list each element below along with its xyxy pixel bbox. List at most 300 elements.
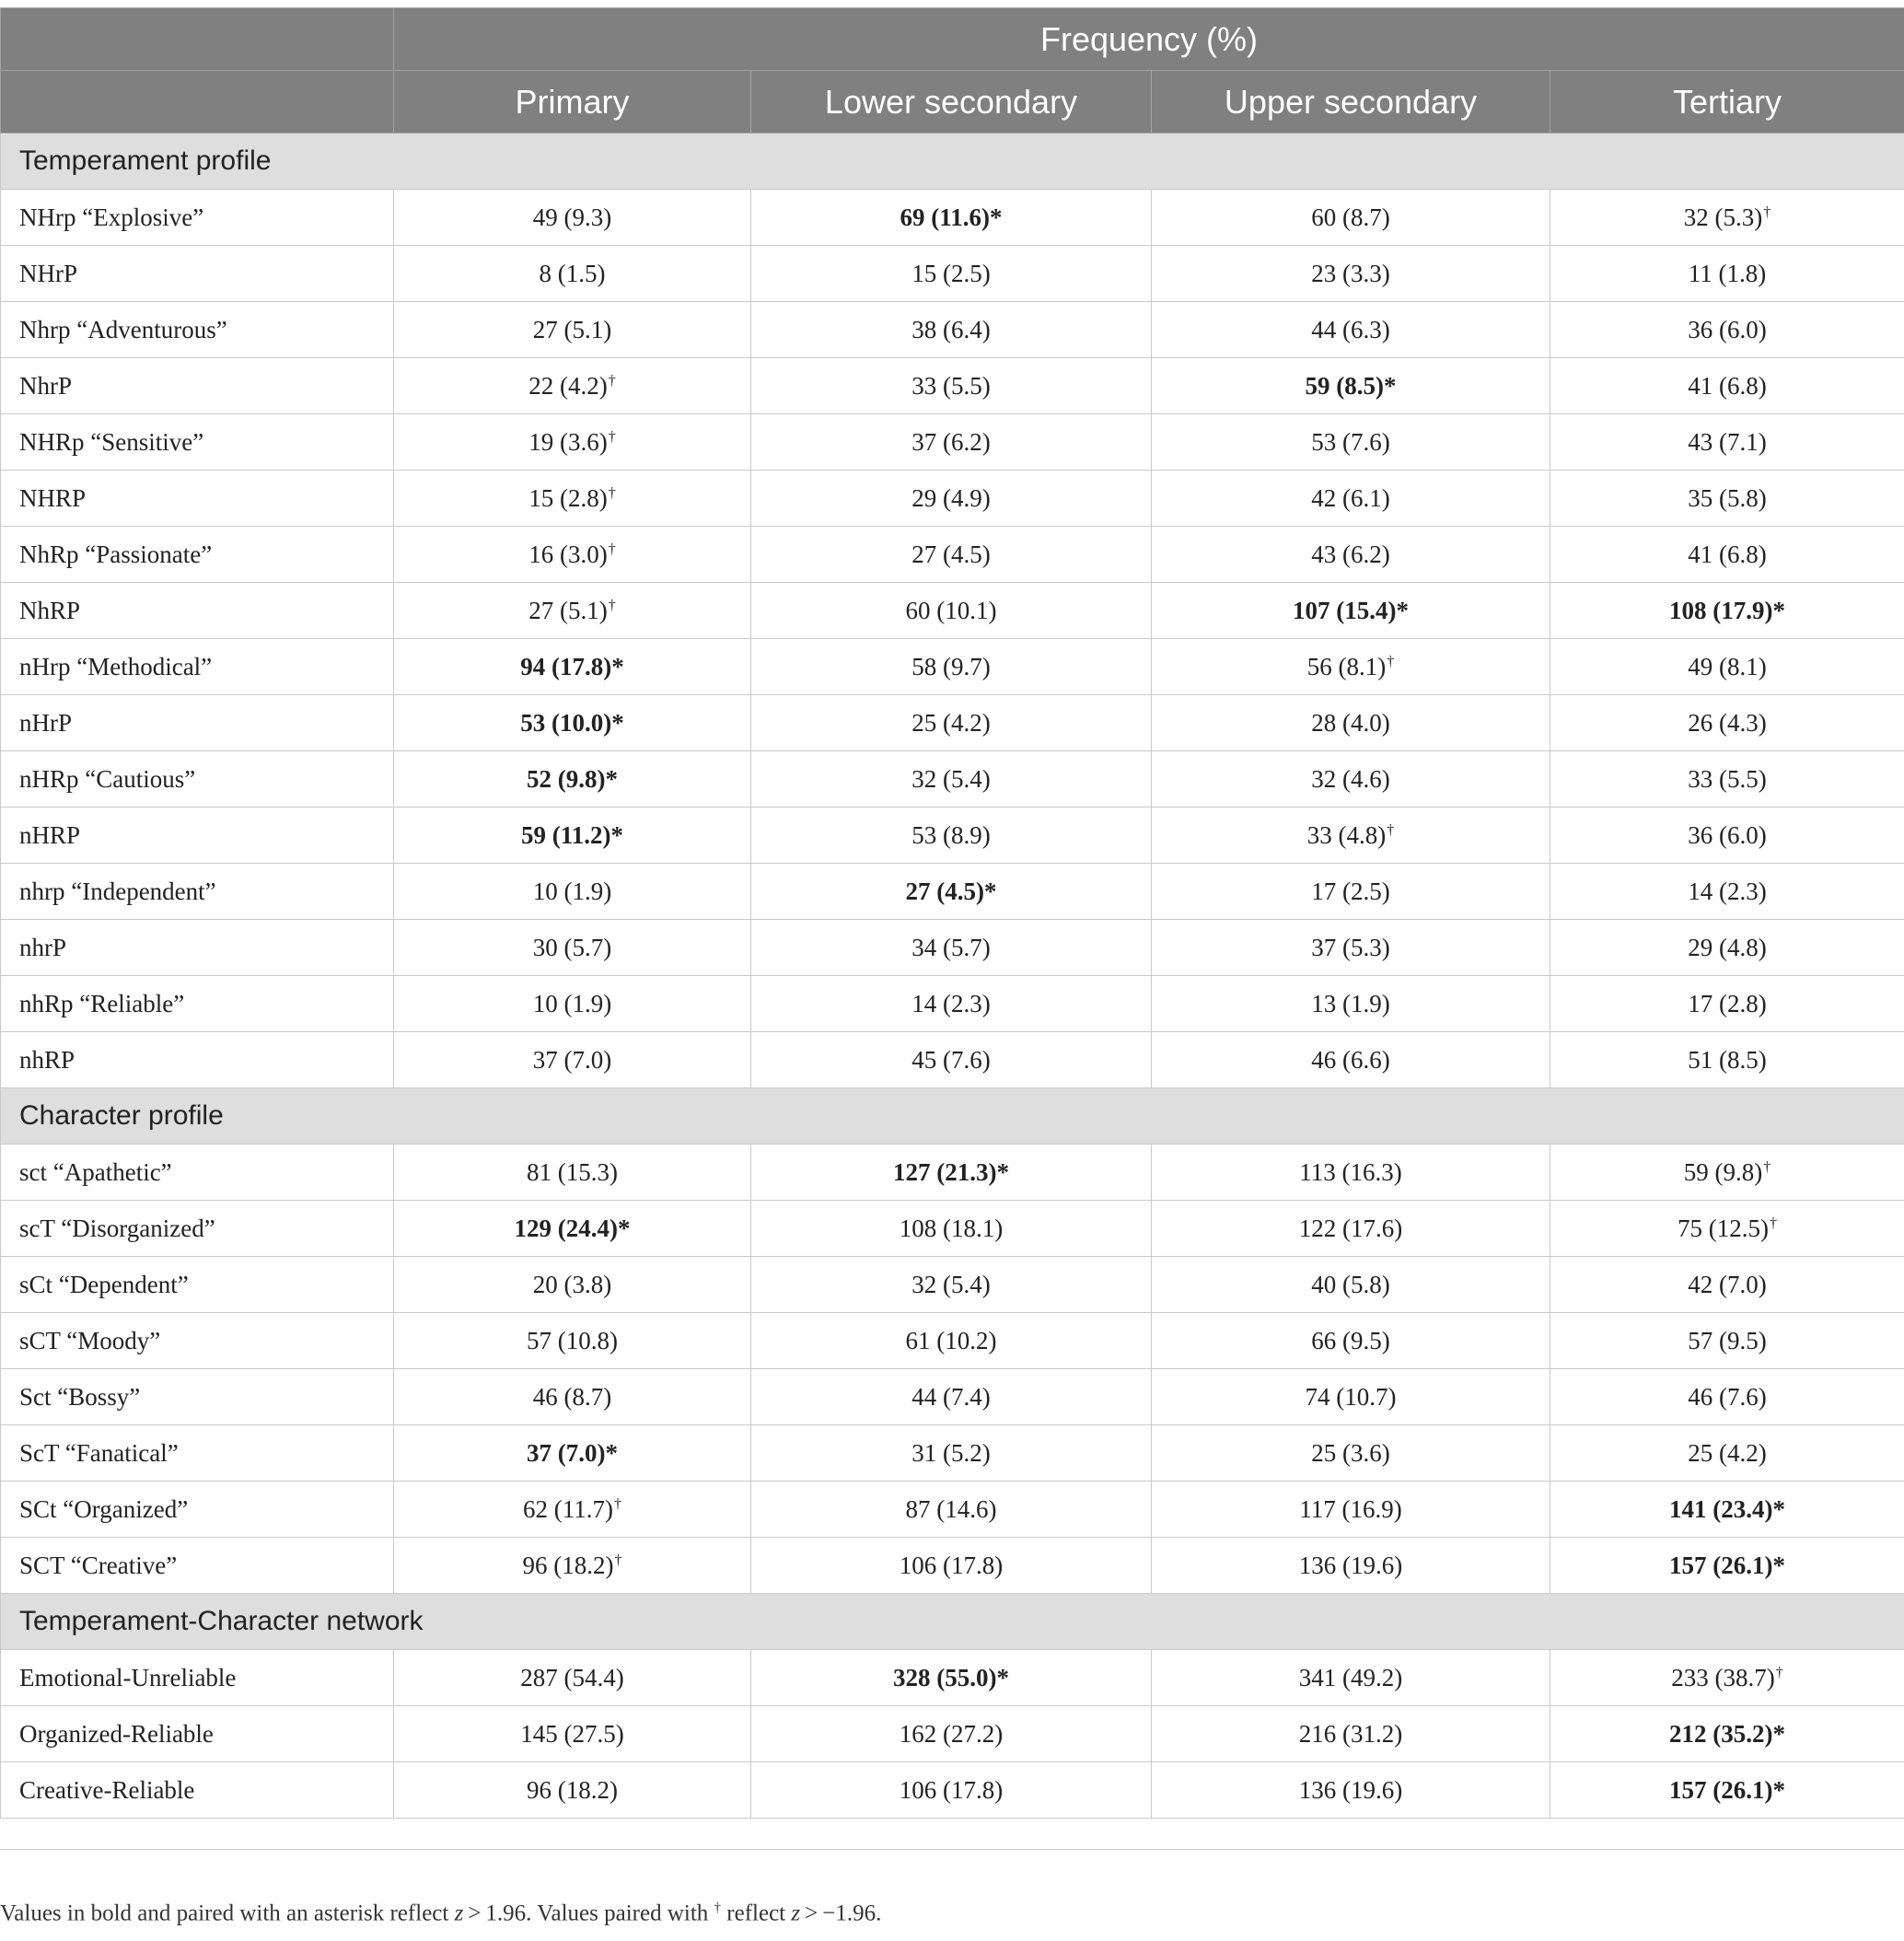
value-cell	[1152, 190, 1550, 246]
cell-value: 14 (2.3)	[911, 989, 991, 1017]
dagger-mark: †	[1763, 203, 1771, 220]
value-cell	[751, 1032, 1152, 1088]
value-cell	[394, 1706, 751, 1762]
footnote-text-1: Values in bold and paired with an asterisk reflect	[0, 1900, 455, 1926]
footnote-text-4: > −1.96.	[800, 1900, 882, 1926]
cell-value: 11 (1.8)	[1688, 259, 1767, 287]
cell-value: 33 (5.5)	[911, 371, 991, 400]
footnote-z-2: z	[791, 1900, 801, 1926]
value-cell	[1550, 751, 1904, 808]
header-corner-cell	[1, 8, 394, 71]
value-cell	[394, 751, 751, 808]
cell-value: 108 (18.1)	[899, 1214, 1004, 1242]
value-cell	[394, 190, 751, 246]
cell-value: 44 (6.3)	[1311, 315, 1390, 343]
value-cell	[1152, 583, 1550, 639]
cell-value: 32 (5.3)	[1683, 203, 1763, 231]
section-row	[1, 134, 1904, 190]
cell-value: 43 (6.2)	[1311, 540, 1390, 568]
dagger-mark: †	[608, 484, 616, 501]
cell-value: 57 (9.5)	[1688, 1326, 1767, 1354]
table-row	[1, 1538, 1904, 1594]
cell-value: 41 (6.8)	[1688, 371, 1767, 400]
row-label: SCt “Organized”	[1, 1482, 394, 1538]
cell-value: 46 (7.6)	[1688, 1382, 1767, 1411]
cell-value: 27 (4.5)	[911, 540, 991, 568]
table-row	[1, 471, 1904, 527]
cell-value: 23 (3.3)	[1311, 259, 1390, 287]
cell-value: 96 (18.2)	[522, 1551, 614, 1579]
cell-value: 36 (6.0)	[1688, 315, 1767, 343]
value-cell	[394, 639, 751, 695]
cell-value: 162 (27.2)	[899, 1719, 1004, 1748]
cell-value: 42 (7.0)	[1688, 1270, 1767, 1298]
cell-value: 59 (11.2)*	[521, 820, 623, 849]
value-cell	[1550, 695, 1904, 751]
cell-value: 25 (4.2)	[911, 708, 991, 737]
value-cell	[1550, 246, 1904, 302]
cell-value: 17 (2.5)	[1311, 877, 1390, 905]
value-cell	[1550, 1145, 1904, 1201]
cell-value: 33 (4.8)	[1306, 820, 1387, 849]
value-cell	[1152, 246, 1550, 302]
value-cell	[751, 1145, 1152, 1201]
value-cell	[394, 1482, 751, 1538]
row-label: nhrP	[1, 920, 394, 976]
cell-value: 32 (4.6)	[1311, 764, 1390, 793]
dagger-mark: †	[608, 428, 616, 445]
value-cell	[1550, 1313, 1904, 1369]
value-cell	[394, 471, 751, 527]
value-cell	[751, 246, 1152, 302]
section-row	[1, 1088, 1904, 1145]
cell-value: 60 (10.1)	[905, 596, 997, 624]
row-label: NHRp “Sensitive”	[1, 414, 394, 471]
value-cell	[1550, 976, 1904, 1032]
value-cell	[394, 1369, 751, 1425]
cell-value: 25 (4.2)	[1688, 1438, 1767, 1467]
table-header	[1, 8, 1904, 134]
value-cell	[1152, 808, 1550, 864]
cell-value: 17 (2.8)	[1688, 989, 1767, 1017]
value-cell	[394, 527, 751, 583]
value-cell	[1550, 414, 1904, 471]
dagger-mark: †	[614, 1552, 622, 1568]
value-cell	[1152, 471, 1550, 527]
value-cell	[1550, 1425, 1904, 1482]
cell-value: 37 (7.0)	[532, 1045, 612, 1074]
cell-value: 25 (3.6)	[1311, 1438, 1390, 1467]
value-cell	[1550, 1257, 1904, 1313]
value-cell	[1152, 1706, 1550, 1762]
cell-value: 108 (17.9)*	[1669, 596, 1785, 624]
table-row	[1, 751, 1904, 808]
value-cell	[394, 695, 751, 751]
footnote-text-3: reflect	[721, 1900, 792, 1926]
value-cell	[751, 920, 1152, 976]
row-label: Emotional-Unreliable	[1, 1650, 394, 1706]
value-cell	[751, 583, 1152, 639]
dagger-mark: †	[1387, 821, 1395, 838]
value-cell	[1152, 1762, 1550, 1819]
value-cell	[1152, 920, 1550, 976]
table-row	[1, 695, 1904, 751]
cell-value: 41 (6.8)	[1688, 540, 1767, 568]
value-cell	[1152, 1369, 1550, 1425]
cell-value: 61 (10.2)	[905, 1326, 997, 1354]
frequency-table	[0, 7, 1904, 1819]
cell-value: 117 (16.9)	[1299, 1494, 1402, 1523]
value-cell	[394, 1650, 751, 1706]
section-row	[1, 1594, 1904, 1650]
value-cell	[1152, 414, 1550, 471]
value-cell	[394, 1032, 751, 1088]
cell-value: 81 (15.3)	[527, 1157, 618, 1186]
cell-value: 96 (18.2)	[527, 1775, 618, 1804]
value-cell	[751, 1482, 1152, 1538]
cell-value: 113 (16.3)	[1299, 1157, 1402, 1186]
section-title: Character profile	[1, 1088, 1904, 1145]
cell-value: 43 (7.1)	[1688, 427, 1767, 456]
value-cell	[1152, 1257, 1550, 1313]
value-cell	[394, 920, 751, 976]
value-cell	[1550, 1538, 1904, 1594]
cell-value: 42 (6.1)	[1311, 483, 1390, 512]
table-row	[1, 414, 1904, 471]
section-title: Temperament-Character network	[1, 1594, 1904, 1650]
value-cell	[1152, 1201, 1550, 1257]
cell-value: 38 (6.4)	[911, 315, 991, 343]
cell-value: 46 (6.6)	[1311, 1045, 1390, 1074]
footnote-text-2: > 1.96. Values paired with	[463, 1900, 714, 1926]
dagger-mark: †	[1775, 1664, 1783, 1680]
table-row	[1, 1706, 1904, 1762]
table-row	[1, 246, 1904, 302]
value-cell	[1550, 920, 1904, 976]
cell-value: 28 (4.0)	[1311, 708, 1390, 737]
cell-value: 106 (17.8)	[899, 1551, 1004, 1579]
row-label: NHrP	[1, 246, 394, 302]
value-cell	[751, 864, 1152, 920]
column-header-primary: Primary	[394, 71, 751, 134]
value-cell	[1550, 190, 1904, 246]
value-cell	[1550, 527, 1904, 583]
cell-value: 53 (10.0)*	[520, 708, 624, 737]
cell-value: 29 (4.8)	[1688, 933, 1767, 961]
cell-value: 328 (55.0)*	[893, 1663, 1009, 1691]
header-corner-cell-lower	[1, 71, 394, 134]
cell-value: 59 (9.8)	[1683, 1157, 1763, 1186]
row-label: Nhrp “Adventurous”	[1, 302, 394, 358]
row-label: sct “Apathetic”	[1, 1145, 394, 1201]
value-cell	[1152, 976, 1550, 1032]
value-cell	[751, 1762, 1152, 1819]
cell-value: 29 (4.9)	[911, 483, 991, 512]
cell-value: 57 (10.8)	[527, 1326, 618, 1354]
cell-value: 62 (11.7)	[523, 1494, 613, 1523]
row-label: Sct “Bossy”	[1, 1369, 394, 1425]
value-cell	[1152, 1032, 1550, 1088]
cell-value: 52 (9.8)*	[527, 764, 618, 793]
cell-value: 37 (7.0)*	[527, 1438, 618, 1467]
cell-value: 32 (5.4)	[911, 1270, 991, 1298]
value-cell	[751, 1538, 1152, 1594]
value-cell	[1550, 1706, 1904, 1762]
value-cell	[751, 695, 1152, 751]
row-label: NhRP	[1, 583, 394, 639]
dagger-mark: †	[1763, 1158, 1771, 1175]
cell-value: 87 (14.6)	[905, 1494, 997, 1523]
value-cell	[394, 246, 751, 302]
value-cell	[394, 583, 751, 639]
cell-value: 129 (24.4)*	[514, 1214, 631, 1242]
cell-value: 74 (10.7)	[1305, 1382, 1397, 1411]
value-cell	[1152, 302, 1550, 358]
row-label: nHRP	[1, 808, 394, 864]
cell-value: 53 (7.6)	[1311, 427, 1390, 456]
cell-value: 33 (5.5)	[1688, 764, 1767, 793]
row-label: NhrP	[1, 358, 394, 414]
cell-value: 212 (35.2)*	[1669, 1719, 1785, 1748]
value-cell	[1152, 527, 1550, 583]
cell-value: 287 (54.4)	[520, 1663, 624, 1691]
row-label: Creative-Reliable	[1, 1762, 394, 1819]
value-cell	[1152, 695, 1550, 751]
column-header-lower-secondary: Lower secondary	[751, 71, 1152, 134]
value-cell	[751, 527, 1152, 583]
cell-value: 37 (5.3)	[1311, 933, 1390, 961]
value-cell	[1152, 1650, 1550, 1706]
table-row	[1, 1257, 1904, 1313]
cell-value: 107 (15.4)*	[1293, 596, 1409, 624]
cell-value: 59 (8.5)*	[1305, 371, 1397, 400]
row-label: nhRp “Reliable”	[1, 976, 394, 1032]
cell-value: 26 (4.3)	[1688, 708, 1767, 737]
value-cell	[751, 414, 1152, 471]
cell-value: 51 (8.5)	[1688, 1045, 1767, 1074]
cell-value: 66 (9.5)	[1311, 1326, 1390, 1354]
value-cell	[1550, 471, 1904, 527]
value-cell	[394, 1313, 751, 1369]
value-cell	[1152, 639, 1550, 695]
row-label: ScT “Fanatical”	[1, 1425, 394, 1482]
cell-value: 19 (3.6)	[528, 427, 608, 456]
row-label: nHrP	[1, 695, 394, 751]
footnote-z-1: z	[454, 1900, 464, 1926]
cell-value: 141 (23.4)*	[1669, 1494, 1785, 1523]
value-cell	[1550, 358, 1904, 414]
table-row	[1, 358, 1904, 414]
section-title: Temperament profile	[1, 134, 1904, 190]
table-row	[1, 1425, 1904, 1482]
cell-value: 53 (8.9)	[911, 820, 991, 849]
table-bottom-rule	[0, 1849, 1904, 1850]
cell-value: 58 (9.7)	[911, 652, 991, 680]
row-label: sCT “Moody”	[1, 1313, 394, 1369]
table-row	[1, 1482, 1904, 1538]
value-cell	[1152, 358, 1550, 414]
row-label: SCT “Creative”	[1, 1538, 394, 1594]
cell-value: 145 (27.5)	[520, 1719, 624, 1748]
cell-value: 27 (4.5)*	[905, 877, 997, 905]
dagger-mark: †	[608, 597, 616, 613]
table-row	[1, 1032, 1904, 1088]
table-row	[1, 864, 1904, 920]
cell-value: 136 (19.6)	[1298, 1775, 1403, 1804]
table-row	[1, 1762, 1904, 1819]
table-row	[1, 1369, 1904, 1425]
cell-value: 15 (2.5)	[911, 259, 991, 287]
value-cell	[394, 808, 751, 864]
cell-value: 60 (8.7)	[1311, 203, 1390, 231]
table-row	[1, 583, 1904, 639]
cell-value: 20 (3.8)	[532, 1270, 612, 1298]
cell-value: 37 (6.2)	[911, 427, 991, 456]
row-label: scT “Disorganized”	[1, 1201, 394, 1257]
value-cell	[751, 190, 1152, 246]
value-cell	[1152, 864, 1550, 920]
cell-value: 216 (31.2)	[1298, 1719, 1403, 1748]
cell-value: 233 (38.7)	[1671, 1663, 1775, 1691]
row-label: nHRp “Cautious”	[1, 751, 394, 808]
value-cell	[1550, 864, 1904, 920]
dagger-mark: †	[608, 372, 616, 389]
value-cell	[751, 1257, 1152, 1313]
value-cell	[394, 1762, 751, 1819]
table-row	[1, 920, 1904, 976]
value-cell	[394, 358, 751, 414]
row-label: NHRP	[1, 471, 394, 527]
cell-value: 35 (5.8)	[1688, 483, 1767, 512]
table-row	[1, 1201, 1904, 1257]
value-cell	[751, 471, 1152, 527]
cell-value: 36 (6.0)	[1688, 820, 1767, 849]
value-cell	[394, 1425, 751, 1482]
value-cell	[394, 976, 751, 1032]
cell-value: 31 (5.2)	[911, 1438, 991, 1467]
cell-value: 69 (11.6)*	[900, 203, 1003, 231]
cell-value: 27 (5.1)	[528, 596, 608, 624]
value-cell	[751, 1706, 1152, 1762]
value-cell	[1152, 1313, 1550, 1369]
cell-value: 136 (19.6)	[1298, 1551, 1403, 1579]
cell-value: 34 (5.7)	[911, 933, 991, 961]
cell-value: 106 (17.8)	[899, 1775, 1004, 1804]
value-cell	[1152, 1145, 1550, 1201]
column-header-upper-secondary: Upper secondary	[1152, 71, 1550, 134]
footnote-dagger: †	[714, 1900, 722, 1915]
table-row	[1, 302, 1904, 358]
value-cell	[394, 302, 751, 358]
value-cell	[751, 358, 1152, 414]
value-cell	[394, 1145, 751, 1201]
value-cell	[394, 1201, 751, 1257]
cell-value: 45 (7.6)	[911, 1045, 991, 1074]
column-header-tertiary: Tertiary	[1550, 71, 1904, 134]
cell-value: 14 (2.3)	[1688, 877, 1767, 905]
cell-value: 49 (9.3)	[532, 203, 612, 231]
value-cell	[751, 1313, 1152, 1369]
row-label: nHrp “Methodical”	[1, 639, 394, 695]
value-cell	[751, 808, 1152, 864]
dagger-mark: †	[1770, 1215, 1777, 1231]
cell-value: 122 (17.6)	[1298, 1214, 1403, 1242]
cell-value: 16 (3.0)	[528, 540, 608, 568]
value-cell	[1550, 1369, 1904, 1425]
value-cell	[394, 1538, 751, 1594]
value-cell	[751, 751, 1152, 808]
value-cell	[1550, 1032, 1904, 1088]
cell-value: 46 (8.7)	[532, 1382, 612, 1411]
value-cell	[1550, 583, 1904, 639]
cell-value: 56 (8.1)	[1306, 652, 1387, 680]
cell-value: 49 (8.1)	[1688, 652, 1767, 680]
cell-value: 127 (21.3)*	[893, 1157, 1009, 1186]
value-cell	[394, 414, 751, 471]
dagger-mark: †	[1387, 653, 1395, 669]
cell-value: 94 (17.8)*	[520, 652, 624, 680]
value-cell	[751, 1425, 1152, 1482]
cell-value: 157 (26.1)*	[1669, 1775, 1785, 1804]
value-cell	[1152, 1482, 1550, 1538]
cell-value: 341 (49.2)	[1298, 1663, 1403, 1691]
value-cell	[751, 1201, 1152, 1257]
cell-value: 40 (5.8)	[1311, 1270, 1390, 1298]
value-cell	[1550, 1201, 1904, 1257]
value-cell	[1550, 639, 1904, 695]
row-label: nhrp “Independent”	[1, 864, 394, 920]
value-cell	[751, 1369, 1152, 1425]
cell-value: 10 (1.9)	[532, 877, 612, 905]
cell-value: 13 (1.9)	[1311, 989, 1390, 1017]
table-row	[1, 1650, 1904, 1706]
frequency-group-header: Frequency (%)	[394, 8, 1904, 71]
row-label: NhRp “Passionate”	[1, 527, 394, 583]
value-cell	[1152, 1538, 1550, 1594]
value-cell	[751, 302, 1152, 358]
table-row	[1, 190, 1904, 246]
cell-value: 44 (7.4)	[911, 1382, 991, 1411]
value-cell	[1550, 1482, 1904, 1538]
value-cell	[1550, 302, 1904, 358]
cell-value: 32 (5.4)	[911, 764, 991, 793]
header-row-columns	[1, 71, 1904, 134]
header-row-group	[1, 8, 1904, 71]
dagger-mark: †	[608, 540, 616, 557]
value-cell	[1550, 1762, 1904, 1819]
table-row	[1, 1145, 1904, 1201]
value-cell	[1550, 808, 1904, 864]
row-label: sCt “Dependent”	[1, 1257, 394, 1313]
table-row	[1, 639, 1904, 695]
value-cell	[1152, 751, 1550, 808]
table-row	[1, 808, 1904, 864]
table-row	[1, 976, 1904, 1032]
value-cell	[1550, 1650, 1904, 1706]
table-body	[1, 134, 1904, 1819]
cell-value: 30 (5.7)	[532, 933, 612, 961]
table-row	[1, 527, 1904, 583]
table-footnote	[0, 1900, 1904, 1926]
cell-value: 27 (5.1)	[532, 315, 612, 343]
cell-value: 157 (26.1)*	[1669, 1551, 1785, 1579]
table-row	[1, 1313, 1904, 1369]
cell-value: 15 (2.8)	[528, 483, 608, 512]
value-cell	[1152, 1425, 1550, 1482]
value-cell	[394, 864, 751, 920]
value-cell	[751, 639, 1152, 695]
value-cell	[751, 976, 1152, 1032]
